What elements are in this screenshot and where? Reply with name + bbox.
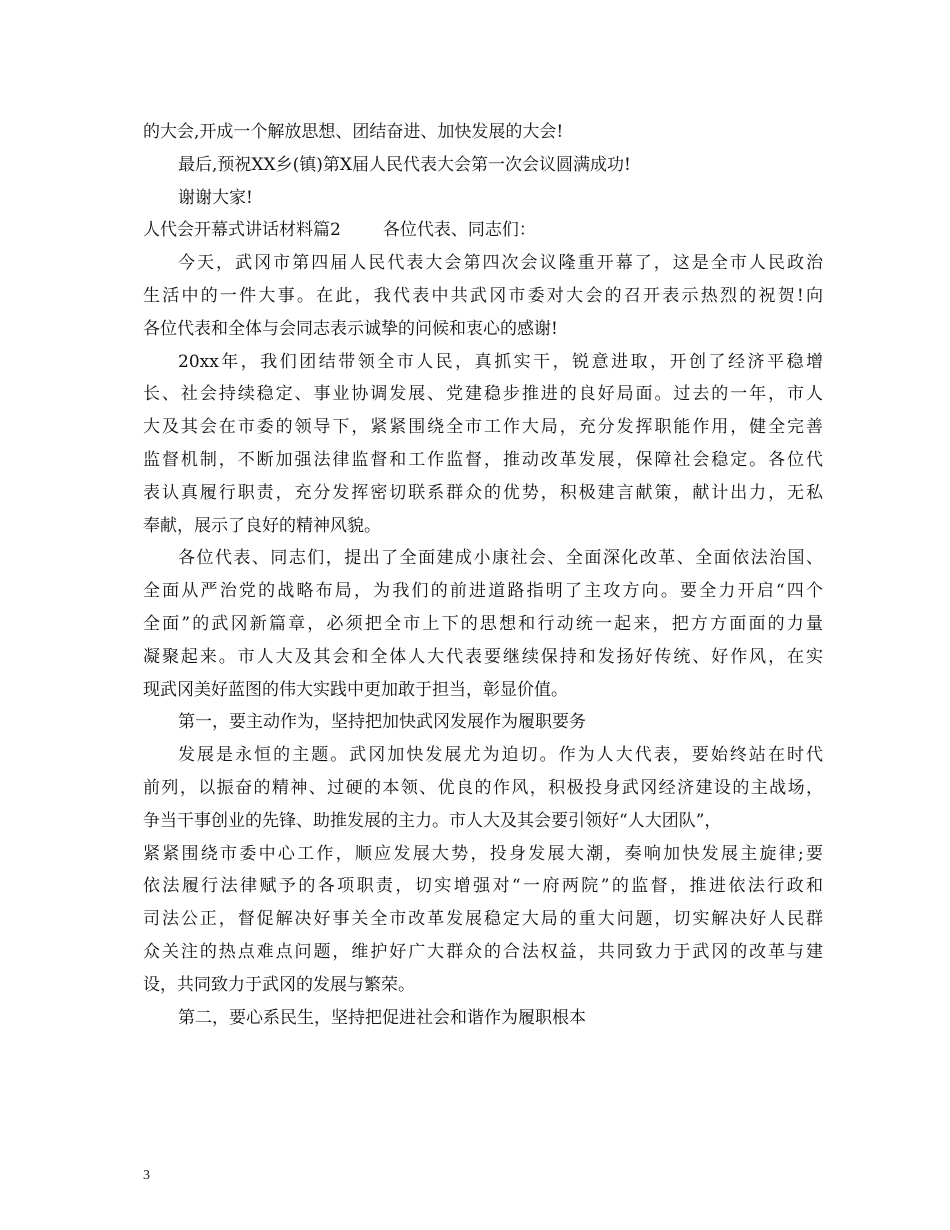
section-title: 人代会开幕式讲话材料篇2 (143, 220, 341, 241)
paragraph-line: 20xx年，我们团结带领全市人民，真抓实干，锐意进取，开创了经济平稳增 (178, 351, 823, 372)
paragraph-line: 众关注的热点难点问题，维护好广大群众的合法权益，共同致力于武冈的改革与建 (143, 941, 823, 962)
paragraph-line: 谢谢大家! (178, 187, 253, 208)
paragraph-line: 司法公正，督促解决好事关全市改革发展稳定大局的重大问题，切实解决好人民群 (143, 909, 823, 930)
paragraph-line: 争当干事创业的先锋、助推发展的主力。市人大及其会要引领好“人大团队”， (143, 810, 722, 831)
paragraph-line: 各位代表和全体与会同志表示诚挚的问候和衷心的感谢! (143, 318, 558, 339)
paragraph-line: 大及其会在市委的领导下，紧紧围绕全市工作大局，充分发挥职能作用，健全完善 (143, 417, 823, 438)
paragraph-line: 设，共同致力于武冈的发展与繁荣。 (143, 974, 415, 995)
paragraph-line: 监督机制，不断加强法律监督和工作监督，推动改革发展，保障社会稳定。各位代 (143, 449, 823, 470)
paragraph-line: 最后,预祝XX乡(镇)第X届人民代表大会第一次会议圆满成功! (178, 154, 631, 175)
page-number: 3 (143, 1168, 150, 1183)
section-heading (143, 214, 823, 247)
salutation: 各位代表、同志们： (382, 220, 536, 241)
paragraph-line: 表认真履行职责，充分发挥密切联系群众的优势，积极建言献策，献计出力，无私 (143, 482, 823, 503)
paragraph-line: 生活中的一件大事。在此，我代表中共武冈市委对大会的召开表示热烈的祝贺!向 (143, 285, 823, 306)
paragraph-line: 全面从严治党的战略布局，为我们的前进道路指明了主攻方向。要全力开启“四个 (143, 581, 823, 602)
paragraph-line: 依法履行法律赋予的各项职责，切实增强对“一府两院”的监督，推进依法行政和 (143, 876, 823, 897)
paragraph-line: 紧紧围绕市委中心工作，顺应发展大势，投身发展大潮，奏响加快发展主旋律;要 (143, 843, 823, 864)
paragraph-line: 凝聚起来。市人大及其会和全体人大代表要继续保持和发扬好传统、好作风，在实 (143, 646, 823, 667)
paragraph-line: 各位代表、同志们，提出了全面建成小康社会、全面深化改革、全面依法治国、 (178, 548, 823, 569)
paragraph-line: 奉献，展示了良好的精神风貌。 (143, 515, 381, 536)
paragraph-line: 今天，武冈市第四届人民代表大会第四次会议隆重开幕了，这是全市人民政治 (178, 253, 823, 274)
paragraph-line: 第二，要心系民生，坚持把促进社会和谐作为履职根本 (178, 1007, 586, 1028)
paragraph-line: 全面”的武冈新篇章，必须把全市上下的思想和行动统一起来，把方方面面的力量 (143, 613, 823, 634)
paragraph-line: 现武冈美好蓝图的伟大实践中更加敢于担当，彰显价值。 (143, 679, 568, 700)
paragraph-line: 发展是永恒的主题。武冈加快发展尤为迫切。作为人大代表，要始终站在时代 (178, 745, 823, 766)
document-body (143, 116, 823, 1034)
paragraph-line: 第一，要主动作为，坚持把加快武冈发展作为履职要务 (178, 712, 586, 733)
paragraph-line: 的大会,开成一个解放思想、团结奋进、加快发展的大会! (143, 122, 564, 142)
paragraph-line: 长、社会持续稳定、事业协调发展、党建稳步推进的良好局面。过去的一年，市人 (143, 384, 823, 405)
paragraph-line: 前列，以振奋的精神、过硬的本领、优良的作风，积极投身武冈经济建设的主战场， (143, 777, 823, 798)
